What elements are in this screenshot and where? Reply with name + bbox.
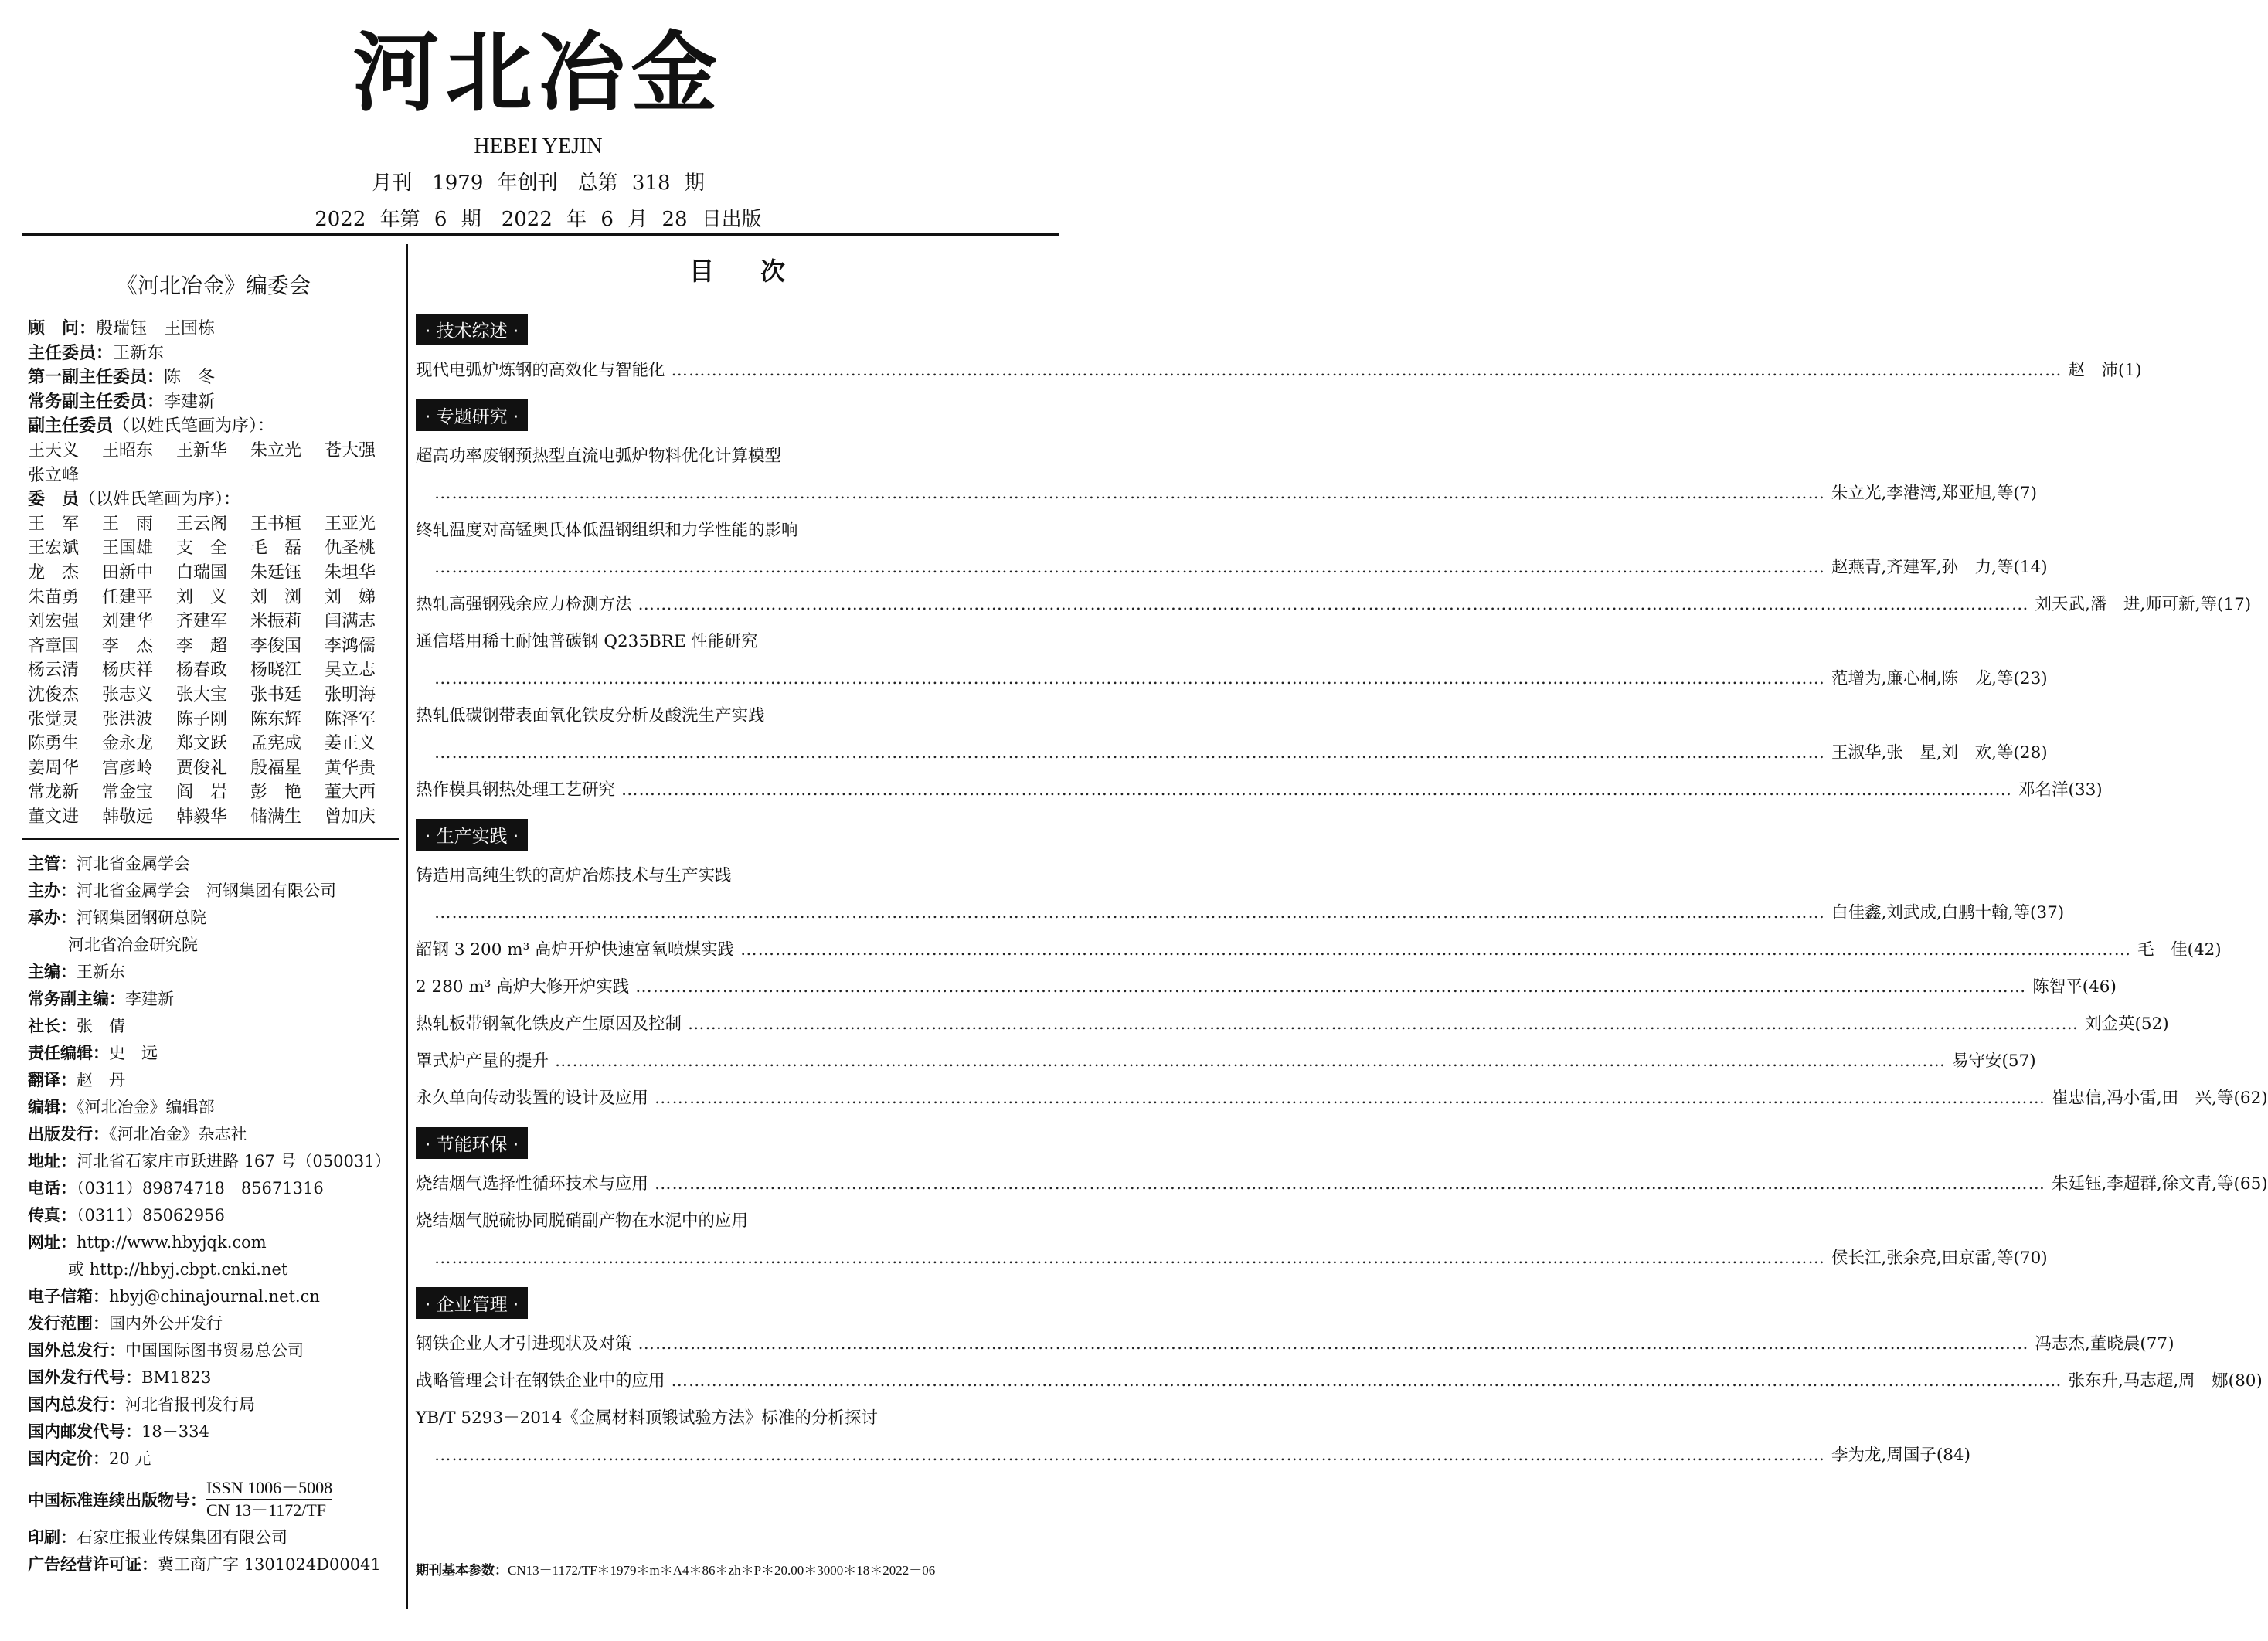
member-name: 吴立志 [325, 661, 376, 681]
member-name: 阎 岩 [176, 783, 228, 803]
toc-entry [416, 939, 2222, 962]
director-line: 主任委员：王新东 [28, 343, 165, 363]
vice-name: 朱立光 [250, 440, 302, 460]
member-name: 常龙新 [28, 783, 80, 803]
publication-value: （0311）85062956 [77, 1206, 225, 1225]
member-name: 杨庆祥 [102, 661, 154, 681]
member-name: 陈东辉 [250, 709, 302, 729]
entry-title: YB/T 5293－2014《金属材料顶锻试验方法》标准的分析探讨 [416, 1408, 878, 1428]
leader-dots: …………………………………………………………………………………………………………………………………………………………………………………………………………………… [434, 558, 1825, 577]
leader-dots: …………………………………………………………………………………………………………………………………………………………………………………………………………………… [434, 903, 1825, 922]
members-label-line: 委 员（以姓氏笔画为序）： [28, 490, 241, 510]
publication-value: 18－334 [141, 1422, 209, 1442]
journal-logo: 河北冶金 [352, 22, 724, 124]
publication-value: 20 元 [109, 1449, 151, 1469]
toc-entry [416, 1013, 2169, 1036]
publication-label: 编辑： [28, 1098, 77, 1117]
member-name: 张大宝 [176, 685, 228, 705]
member-names-grid [28, 512, 399, 830]
leader-dots: …………………………………………………………………………………………………………………………………………………………………………………………………………………… [638, 595, 2029, 614]
publication-label: 地址： [28, 1152, 77, 1171]
member-name: 仇圣桃 [325, 539, 376, 559]
publication-label: 承办： [28, 909, 77, 928]
entry-title: 韶钢 3 200 m³ 高炉开炉快速富氧喷煤实践 [416, 940, 735, 960]
publication-line [28, 1013, 399, 1040]
entry-authors: 白佳鑫,刘武成,白鹏十翰,等(37) [1831, 903, 2065, 922]
member-name: 王宏斌 [28, 539, 80, 559]
member-name: 任建平 [102, 587, 154, 607]
member-name: 朱廷钰 [250, 562, 302, 583]
member-name: 殷福星 [250, 758, 302, 778]
member-name: 王亚光 [325, 514, 376, 534]
member-name: 储满生 [250, 807, 302, 827]
member-name: 董大西 [325, 783, 376, 803]
publication-label: 主管： [28, 854, 77, 874]
toc-entry [416, 1087, 2268, 1110]
publication-line [28, 1283, 399, 1310]
entry-row [416, 1050, 2036, 1073]
publication-label: 主编： [28, 963, 77, 982]
publication-value: hbyj@chinajournal.net.cn [109, 1287, 320, 1306]
member-name: 金永龙 [102, 734, 154, 754]
entry-row [416, 1173, 2268, 1196]
entry-authors: 易守安(57) [1952, 1052, 2036, 1071]
ad-license-line: 广告经营许可证：冀工商广字 1301024D00041 [28, 1555, 381, 1575]
entry-title: 烧结烟气选择性循环技术与应用 [416, 1174, 649, 1194]
entry-authors: 刘金英(52) [2085, 1014, 2169, 1034]
toc-section [416, 1124, 2268, 1270]
entry-title: 2 280 m³ 高炉大修开炉实践 [416, 977, 630, 997]
member-name: 贾俊礼 [176, 758, 228, 778]
toc-entry [416, 1333, 2174, 1356]
member-name: 刘 娣 [325, 587, 376, 607]
leader-dots: …………………………………………………………………………………………………………………………………………………………………………………………………………………… [638, 1334, 2029, 1354]
toc-entry [416, 359, 2142, 382]
entry-title: 现代电弧炉炼钢的高效化与智能化 [416, 361, 665, 380]
member-name: 王书桓 [250, 514, 302, 534]
entry-authors: 王淑华,张 星,刘 欢,等(28) [1831, 743, 2048, 763]
publication-label: 国外发行代号： [28, 1368, 141, 1388]
publication-value: 张 倩 [77, 1017, 125, 1036]
toc-title: 目次 [689, 257, 831, 286]
toc-entry [416, 1407, 1970, 1467]
publication-value: （0311）89874718 85671316 [77, 1179, 324, 1198]
entry-authors: 毛 佳(42) [2137, 940, 2222, 960]
member-name: 郑文跃 [176, 734, 228, 754]
vice-name: 王天义 [28, 440, 80, 460]
leader-dots: …………………………………………………………………………………………………………………………………………………………………………………………………………………… [434, 743, 1825, 763]
publication-line [28, 1067, 399, 1094]
left-separator [22, 838, 399, 840]
publication-label: 发行范围： [28, 1314, 109, 1334]
toc-entry [416, 1370, 2263, 1393]
publication-line [28, 959, 399, 986]
entry-author-row [416, 556, 2048, 579]
vice-names-grid [28, 439, 399, 488]
publication-value: 河北省金属学会 河钢集团有限公司 [77, 882, 336, 901]
publication-label: 国内定价： [28, 1449, 109, 1469]
publication-label: 主办： [28, 882, 77, 901]
publication-label: 电子信箱： [28, 1287, 109, 1306]
member-name: 张明海 [325, 685, 376, 705]
entry-title: 终轧温度对高锰奥氏体低温钢组织和力学性能的影响 [416, 521, 798, 540]
member-name: 王 雨 [102, 514, 154, 534]
entry-title: 烧结烟气脱硫协同脱硝副产物在水泥中的应用 [416, 1211, 749, 1231]
publication-value: 《河北冶金》编辑部 [77, 1098, 215, 1117]
leader-dots: …………………………………………………………………………………………………………………………………………………………………………………………………………………… [655, 1089, 2046, 1108]
publication-label: 国内总发行： [28, 1395, 125, 1415]
publication-line [28, 1094, 399, 1121]
entry-authors: 朱廷钰,李超群,徐文青,等(65) [2052, 1174, 2268, 1194]
entry-title: 热轧板带钢氧化铁皮产生原因及控制 [416, 1014, 682, 1034]
entry-author-row [416, 1247, 2048, 1270]
publication-line [28, 1202, 399, 1229]
publication-label: 电话： [28, 1179, 77, 1198]
publication-line [28, 1364, 399, 1391]
entry-authors: 李为龙,周国子(84) [1831, 1446, 1970, 1465]
member-name: 陈泽军 [325, 709, 376, 729]
publication-line [28, 1040, 399, 1067]
leader-dots: …………………………………………………………………………………………………………………………………………………………………………………………………………………… [671, 1371, 2062, 1391]
entry-authors: 崔忠信,冯小雷,田 兴,等(62) [2052, 1089, 2268, 1108]
vice-name: 王昭东 [102, 440, 154, 460]
publication-value: http://www.hbyjqk.com [77, 1233, 267, 1252]
member-name: 韩敬远 [102, 807, 154, 827]
member-name: 陈子刚 [176, 709, 228, 729]
entry-author-row [416, 902, 2065, 925]
entry-title: 热轧低碳钢带表面氧化铁皮分析及酸洗生产实践 [416, 706, 765, 725]
member-name: 刘 义 [176, 587, 228, 607]
vice-name: 王新华 [176, 440, 228, 460]
toc-entry [416, 630, 2048, 691]
member-name: 李 超 [176, 636, 228, 656]
publication-line [28, 1391, 399, 1418]
publication-line [28, 878, 399, 905]
journal-params: 期刊基本参数：CN13－1172/TF＊1979＊m＊A4＊86＊zh＊P＊20.00＊3000＊18＊2022－06 [416, 1563, 936, 1578]
entry-title: 铸造用高纯生铁的高炉冶炼技术与生产实践 [416, 866, 732, 885]
entry-authors: 张东升,马志超,周 娜(80) [2068, 1371, 2263, 1391]
member-name: 韩毅华 [176, 807, 228, 827]
publication-value: 河北省冶金研究院 [68, 936, 198, 955]
entry-authors: 冯志杰,董晓晨(77) [2035, 1334, 2174, 1354]
leader-dots: …………………………………………………………………………………………………………………………………………………………………………………………………………………… [434, 1446, 1825, 1465]
member-name: 张洪波 [102, 709, 154, 729]
toc-entry [416, 705, 2048, 765]
issn-block: 中国标准连续出版物号： $\frac{\text{ISSN 1006－5008}}{CN 13-1172/TF}$ [28, 1478, 333, 1520]
leader-dots: …………………………………………………………………………………………………………………………………………………………………………………………………………………… [635, 977, 2027, 997]
publication-line [28, 1310, 399, 1337]
toc-section [416, 1284, 2263, 1467]
publication-line [28, 1337, 399, 1364]
member-name: 王云阁 [176, 514, 228, 534]
entry-author-row [416, 742, 2048, 765]
publication-value: 国内外公开发行 [109, 1314, 223, 1334]
publication-line [28, 1256, 399, 1283]
publication-value: 河北省石家庄市跃进路 167 号（050031） [77, 1152, 391, 1171]
leader-dots: …………………………………………………………………………………………………………………………………………………………………………………………………………………… [434, 484, 1825, 503]
publication-line [28, 1418, 399, 1446]
member-name: 李鸿儒 [325, 636, 376, 656]
entry-row [416, 359, 2142, 382]
member-name: 彭 艳 [250, 783, 302, 803]
entry-title: 战略管理会计在钢铁企业中的应用 [416, 1371, 665, 1391]
publication-value: 《河北冶金》杂志社 [109, 1125, 247, 1144]
member-name: 刘宏强 [28, 612, 80, 632]
section-header: · 专题研究 · [416, 399, 528, 431]
publication-label: 传真： [28, 1206, 77, 1225]
member-name: 姜周华 [28, 758, 80, 778]
member-name: 田新中 [102, 562, 154, 583]
leader-dots: …………………………………………………………………………………………………………………………………………………………………………………………………………………… [671, 361, 2062, 380]
vice-name: 张立峰 [28, 465, 80, 485]
toc-body [416, 311, 2268, 1467]
publication-line [28, 905, 399, 932]
member-name: 王 军 [28, 514, 80, 534]
member-name: 姜正义 [325, 734, 376, 754]
member-name: 李俊国 [250, 636, 302, 656]
leader-dots: …………………………………………………………………………………………………………………………………………………………………………………………………………………… [555, 1052, 1947, 1071]
leader-dots: …………………………………………………………………………………………………………………………………………………………………………………………………………………… [688, 1014, 2079, 1034]
publication-label: 社长： [28, 1017, 77, 1036]
member-name: 齐建军 [176, 612, 228, 632]
entry-authors: 刘天武,潘 进,师可新,等(17) [2035, 595, 2252, 614]
publication-line [28, 851, 399, 878]
consultants-line: 顾 问：殷瑞钰 王国栋 [28, 319, 216, 338]
entry-authors: 范增为,廉心桐,陈 龙,等(23) [1831, 669, 2048, 688]
leader-dots: …………………………………………………………………………………………………………………………………………………………………………………………………………………… [621, 780, 2013, 800]
member-name: 杨晓江 [250, 661, 302, 681]
member-name: 曾加庆 [325, 807, 376, 827]
publication-line [28, 1148, 399, 1175]
section-header: · 企业管理 · [416, 1287, 528, 1319]
entry-authors: 朱立光,李港湾,郑亚旭,等(7) [1831, 484, 2037, 503]
entry-row [416, 1087, 2268, 1110]
member-name: 米振莉 [250, 612, 302, 632]
toc-entry [416, 593, 2252, 617]
member-name: 龙 杰 [28, 562, 80, 583]
issn-fraction: $\frac{\text{ISSN 1006－5008}}{CN 13-1172/TF}$ [206, 1478, 333, 1520]
publication-line [28, 932, 399, 959]
entry-authors: 邓名洋(33) [2018, 780, 2103, 800]
member-name: 张志义 [102, 685, 154, 705]
member-name: 支 全 [176, 539, 228, 559]
member-name: 刘建华 [102, 612, 154, 632]
publication-label: 国外总发行： [28, 1341, 125, 1361]
publication-value: 李建新 [125, 990, 174, 1009]
publication-line [28, 1446, 399, 1473]
entry-title: 罩式炉产量的提升 [416, 1052, 549, 1071]
entry-row [416, 593, 2252, 617]
publication-value: 王新东 [77, 963, 125, 982]
leader-dots: …………………………………………………………………………………………………………………………………………………………………………………………………………………… [655, 1174, 2046, 1194]
entry-row [416, 976, 2117, 999]
leader-dots: …………………………………………………………………………………………………………………………………………………………………………………………………………………… [434, 669, 1825, 688]
member-name: 常金宝 [102, 783, 154, 803]
publication-value: 赵 丹 [77, 1071, 125, 1090]
entry-authors: 侯长江,张余亮,田京雷,等(70) [1831, 1249, 2048, 1268]
member-name: 杨云清 [28, 661, 80, 681]
member-name: 杨春政 [176, 661, 228, 681]
member-name: 闫满志 [325, 612, 376, 632]
member-name: 张书廷 [250, 685, 302, 705]
entry-author-row [416, 482, 2037, 505]
member-name: 白瑞国 [176, 562, 228, 583]
entry-title: 永久单向传动装置的设计及应用 [416, 1089, 649, 1108]
entry-row [416, 1370, 2263, 1393]
entry-authors: 赵燕青,齐建军,孙 力,等(14) [1831, 558, 2048, 577]
publication-label: 网址： [28, 1233, 77, 1252]
member-name: 毛 磊 [250, 539, 302, 559]
publication-value: 中国国际图书贸易总公司 [125, 1341, 304, 1361]
publication-label: 出版发行： [28, 1125, 109, 1144]
issue-info-line1: 月刊 1979 年创刊 总第 318 期 [372, 172, 705, 195]
printing-line: 印刷：石家庄报业传媒集团有限公司 [28, 1528, 287, 1548]
standing-vice-line: 常务副主任委员：李建新 [28, 392, 216, 412]
publication-line [28, 986, 399, 1013]
publication-value: 史 远 [109, 1044, 158, 1063]
member-name: 刘 浏 [250, 587, 302, 607]
toc-entry [416, 1210, 2048, 1270]
publication-label: 国内邮发代号： [28, 1422, 141, 1442]
member-name: 陈勇生 [28, 734, 80, 754]
toc-entry [416, 445, 2037, 505]
toc-entry [416, 976, 2117, 999]
vice-label-line: 副主任委员（以姓氏笔画为序）： [28, 416, 275, 437]
publication-label: 常务副主编： [28, 990, 125, 1009]
publication-line [28, 1175, 399, 1202]
publication-value: 或 http://hbyj.cbpt.cnki.net [68, 1260, 288, 1279]
member-name: 黄华贵 [325, 758, 376, 778]
toc-entry [416, 779, 2103, 802]
column-divider [406, 244, 408, 1609]
member-name: 沈俊杰 [28, 685, 80, 705]
entry-author-row [416, 1444, 1970, 1467]
member-name: 宫彦岭 [102, 758, 154, 778]
member-name: 董文进 [28, 807, 80, 827]
masthead [0, 23, 1076, 232]
publication-label: 责任编辑： [28, 1044, 109, 1063]
vice-name: 苍大强 [325, 440, 376, 460]
publication-info [28, 851, 399, 1473]
entry-authors: 赵 沛(1) [2068, 361, 2142, 380]
publication-line [28, 1121, 399, 1148]
entry-title: 超高功率废钢预热型直流电弧炉物料优化计算模型 [416, 447, 782, 466]
toc-entry [416, 519, 2048, 579]
member-name: 孟宪成 [250, 734, 302, 754]
section-header: · 节能环保 · [416, 1127, 528, 1159]
section-header: · 技术综述 · [416, 314, 528, 345]
publication-value: 河北省报刊发行局 [125, 1395, 255, 1415]
entry-row [416, 779, 2103, 802]
entry-title: 热轧高强钢残余应力检测方法 [416, 595, 632, 614]
member-name: 吝章国 [28, 636, 80, 656]
left-column [28, 269, 399, 1578]
leader-dots: …………………………………………………………………………………………………………………………………………………………………………………………………………………… [740, 940, 2132, 960]
header-rule [22, 233, 1059, 236]
member-name: 朱坦华 [325, 562, 376, 583]
entry-row [416, 1333, 2174, 1356]
toc-entry [416, 1173, 2268, 1196]
leader-dots: …………………………………………………………………………………………………………………………………………………………………………………………………………………… [434, 1249, 1825, 1268]
toc-entry [416, 865, 2065, 925]
publication-label: 翻译： [28, 1071, 77, 1090]
toc-section [416, 396, 2252, 802]
publication-value: 河北省金属学会 [77, 854, 190, 874]
publication-value: 河钢集团钢研总院 [77, 909, 206, 928]
publication-line [28, 1229, 399, 1256]
member-name: 李 杰 [102, 636, 154, 656]
table-of-contents [416, 252, 2268, 1481]
section-header: · 生产实践 · [416, 819, 528, 851]
entry-row [416, 1013, 2169, 1036]
journal-pinyin: HEBEI YEJIN [474, 134, 603, 158]
toc-section [416, 816, 2268, 1110]
entry-title: 通信塔用稀土耐蚀普碳钢 Q235BRE 性能研究 [416, 632, 758, 651]
publication-value: BM1823 [141, 1368, 212, 1388]
member-name: 朱苗勇 [28, 587, 80, 607]
entry-authors: 陈智平(46) [2032, 977, 2117, 997]
toc-section [416, 311, 2142, 382]
entry-title: 热作模具钢热处理工艺研究 [416, 780, 616, 800]
toc-entry [416, 1050, 2036, 1073]
entry-author-row [416, 668, 2048, 691]
entry-title: 钢铁企业人才引进现状及对策 [416, 1334, 632, 1354]
member-name: 王国雄 [102, 539, 154, 559]
issue-info-line2: 2022 年第 6 期 2022 年 6 月 28 日出版 [315, 208, 762, 231]
first-vice-line: 第一副主任委员：陈 冬 [28, 368, 216, 388]
board-title: 《河北冶金》编委会 [115, 273, 311, 298]
member-name: 张觉灵 [28, 709, 80, 729]
entry-row [416, 939, 2222, 962]
